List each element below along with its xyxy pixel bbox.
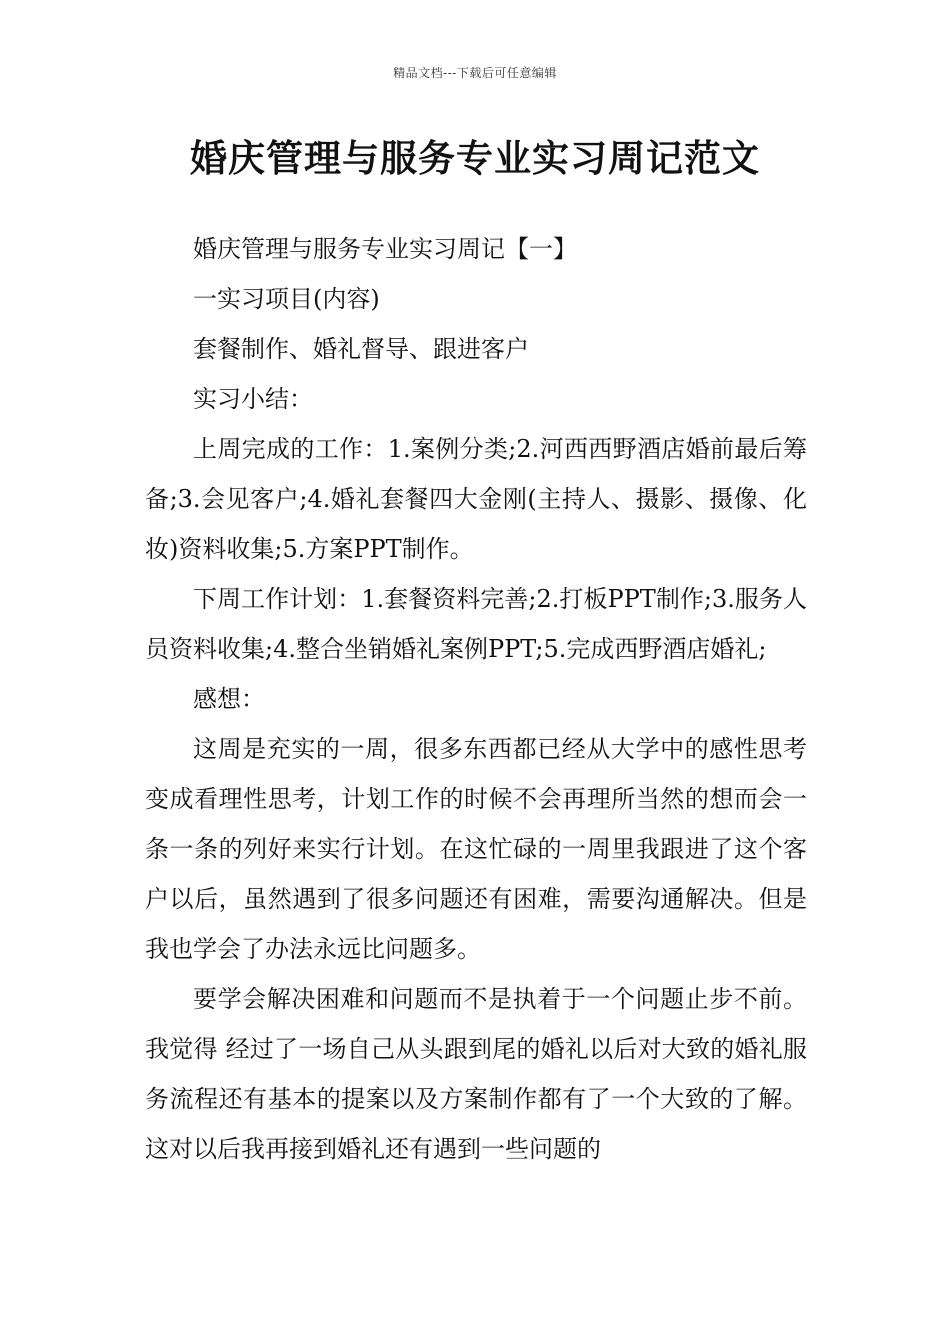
document-body (145, 224, 807, 1174)
paragraph-summary-label: 实习小结： (193, 385, 313, 413)
document-title: 婚庆管理与服务专业实习周记范文 (190, 137, 760, 180)
paragraph-reflection-2: 要学会解决困难和问题而不是执着于一个问题止步不前。我觉得 经过了一场自己从头跟到尾的婚礼以后对大致的婚礼服务流程还有基本的提案以及方案制作都有了一个大致的了解。这对以后我再接到婚礼还有遇到一些问题的 (145, 985, 807, 1163)
paragraph-reflection-label: 感想： (193, 685, 265, 713)
paragraph-project-label: 一实习项目(内容) (193, 285, 380, 313)
paragraph-next-week-plan: 下周工作计划：1.套餐资料完善;2.打板PPT制作;3.服务人员资料收集;4.整合坐销婚礼案例PPT;5.完成西野酒店婚礼; (145, 585, 807, 663)
header-note: 精品文档---下载后可任意编辑 (393, 66, 557, 80)
paragraph-reflection-1: 这周是充实的一周，很多东西都已经从大学中的感性思考变成看理性思考，计划工作的时候不会再理所当然的想而会一条一条的列好来实行计划。在这忙碌的一周里我跟进了这个客户以后，虽然遇到了很多问题还有困难，需要沟通解决。但是我也学会了办法永远比问题多。 (145, 735, 807, 963)
paragraph-project-content: 套餐制作、婚礼督导、跟进客户 (193, 335, 529, 363)
paragraph-section-heading: 婚庆管理与服务专业实习周记【一】 (193, 235, 577, 263)
paragraph-last-week-work: 上周完成的工作：1.案例分类;2.河西西野酒店婚前最后筹备;3.会见客户;4.婚礼套餐四大金刚(主持人、摄影、摄像、化妆)资料收集;5.方案PPT制作。 (145, 435, 807, 563)
